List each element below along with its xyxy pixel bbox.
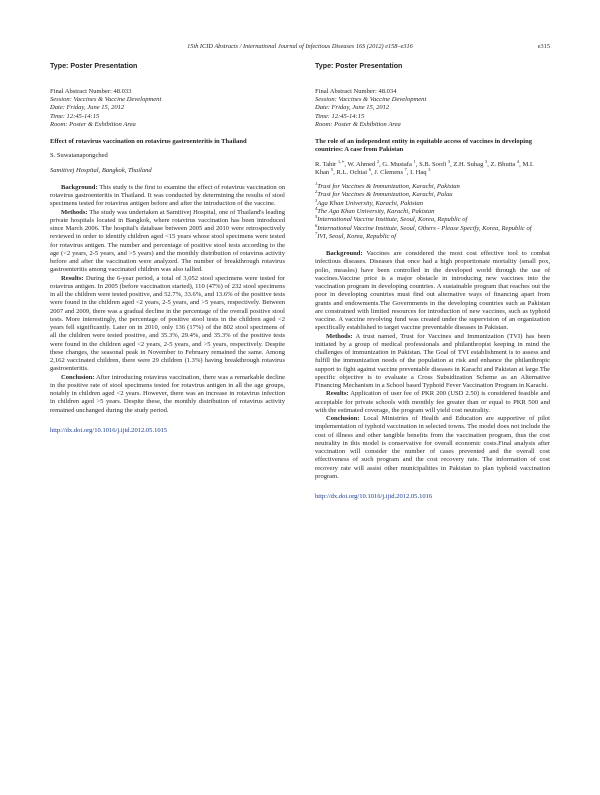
author-affiliation-marker: 2 — [376, 158, 380, 164]
section-head: Results: — [326, 390, 349, 398]
author-affiliation-marker: 3 — [485, 158, 488, 164]
author-affiliation-marker: 1 — [413, 158, 416, 164]
section-text: Local Ministries of Health and Education are supportive of pilot implementation of typhoid vaccination in selected towns. The model does not include the cost of illness and other tangible benefits from the vaccination program, thus the cost neutrality in this model is conservative for overall economic costs.Final analysis after vaccination will consider the number of cases prevented and the overall cost effectiveness of such program and the cost recovery rate. The information of cost recovery rate will assist other municipalities in Pakistan to plan typhoid vaccination program. — [315, 415, 550, 480]
date: Date: Friday, June 15, 2012 — [315, 104, 390, 112]
affiliation-text: Trust for Vaccines & Immunization, Karachi, Palau — [317, 191, 453, 199]
section-head: Background: — [326, 250, 363, 258]
author-name: G. Mustafa — [382, 160, 412, 168]
affiliation-text: Trust for Vaccines & Immunization, Karachi, Pakistan — [317, 183, 460, 191]
section-head: Background: — [61, 183, 98, 191]
conclusion-paragraph — [315, 415, 550, 481]
date: Date: Friday, June 15, 2012 — [50, 104, 125, 112]
room: Room: Poster & Exhibition Area — [50, 120, 136, 128]
author-name: Z.H. Suhag — [453, 160, 484, 168]
affiliations — [315, 180, 550, 241]
author-affiliation-marker: 4 — [516, 158, 520, 164]
methods-paragraph — [315, 333, 550, 391]
abstract-48034 — [315, 62, 550, 501]
author-name: Z. Bhutta — [490, 160, 516, 168]
conclusion-paragraph — [50, 374, 285, 415]
methods-paragraph — [50, 209, 285, 275]
affiliation: Samitivej Hospital, Bangkok, Thailand — [50, 166, 152, 174]
affiliation-text: IVI, Seoul, Korea, Republic of — [317, 232, 397, 240]
doi-link[interactable]: http://dx.doi.org/10.1016/j.ijid.2012.05.1015 — [50, 426, 168, 434]
affiliation-text: International Vaccine Institute, Seoul, Korea, Republic of — [317, 216, 468, 224]
running-header — [50, 43, 550, 55]
authors: S. Suwatanapongched — [50, 152, 108, 160]
section-head: Methods: — [61, 208, 88, 216]
affiliation-marker: 2 — [315, 189, 318, 195]
affiliation-marker: 7 — [315, 230, 318, 236]
section-text: A trust named, Trust for Vaccines and Immunization (TVI) has been initiated by a group of medical professionals and philanthropist keeping in mind the challenges of immunization in Pakistan. The Goal of TVI establishment is to assess and fulfill the immunization needs of the population at risk and enhance the philanthropic support to fight against vaccine preventable diseases in Karachi and Pakistan at large.The specific objective is to evaluate a Cross Subsidization Scheme as an Alternative Financing Mechanism in a School based Typhoid Fever Vaccination Program in Karachi. — [315, 332, 550, 390]
author-affiliation-marker: 5 — [330, 166, 334, 172]
section-text: After introducing rotavirus vaccination, there was a remarkable decline in the positive rate of stool specimens tested for rotavirus antigen in all the age groups, notably in children aged <2 years. However, there was an increase in rotavirus infection in children aged >5 years. Despite these, the monthly distribution of rotavirus activity remained unchanged during the study period. — [50, 373, 285, 414]
abstract-meta — [50, 88, 285, 129]
page-number: e315 — [537, 43, 550, 50]
affiliation-line — [315, 197, 550, 208]
affiliation-line — [315, 191, 550, 199]
section-text: This study is the first to examine the effect of rotavirus vaccination on rotavirus gastroenteritis in Thailand. It was conducted by determining the results of stool specimens tested for rotavirus antigen before and after the introduction of the vaccine. — [50, 183, 285, 208]
section-text: Application of user fee of PKR 200 (USD 2.50) is considered feasible and acceptable for private schools with monthly fee greater than or equal to PKR 500 and with the estimated coverage, the program will yield cost neutrality. — [315, 390, 550, 414]
results-paragraph — [50, 275, 285, 374]
time: Time: 12:45-14:15 — [50, 112, 100, 120]
session: Session: Vaccines & Vaccine Development — [50, 96, 162, 104]
affiliation-marker: 6 — [315, 222, 318, 228]
author-name: R. Tahir — [315, 160, 337, 168]
affiliation-text: International Vaccine Institute, Seoul, Others - Please Specify, Korea, Republic of — [317, 224, 532, 232]
author-name: M.I. Khan — [315, 160, 534, 176]
background-paragraph — [50, 184, 285, 209]
author-name: W. Ahmed — [347, 160, 376, 168]
abstract-body — [315, 250, 550, 481]
author-affiliation-marker: 6 — [368, 166, 371, 172]
abstract-number: Final Abstract Number: 48.033 — [50, 88, 132, 95]
author-affiliation-marker: 7 — [404, 166, 407, 172]
abstract-48033 — [50, 62, 285, 435]
affiliation-line — [315, 230, 550, 241]
section-head: Conclusion: — [326, 415, 360, 423]
doi-link[interactable]: http://dx.doi.org/10.1016/j.ijid.2012.05.1016 — [315, 493, 433, 501]
type-label: Type: Poster Presentation — [50, 62, 138, 70]
affiliation-marker: 4 — [315, 205, 318, 211]
affiliation-line — [315, 216, 550, 224]
author-name: S.B. Soofi — [419, 160, 447, 168]
section-text: Vaccines are considered the most cost effective tool to combat infectious diseases. Diseases that once had a high proportionate mortality (small pox, polio, measles) have been controlled in the developed world through the use of vaccines.Vaccine price is a major obstacle in introducing new vaccines into the vaccination program in developing countries. A sustainable program that reaches out the poor in developing countries must find out alternative ways of financing apart from grants and endowments.The Governments in the developing countries such as Pakistan are constrained with limited resources for introduction of new vaccines, such as typhoid vaccine. A vaccine revolving fund was created under the supervision of an organization specifically established to target vaccine preventable diseases in Pakistan. — [315, 250, 550, 332]
section-head: Conclusion: — [61, 373, 95, 381]
journal-citation: 15th ICID Abstracts / International Journal of Infectious Diseases 16S (2012) e158–e316 — [187, 43, 413, 50]
author-name: R.L. Ochiai — [336, 168, 368, 176]
room: Room: Poster & Exhibition Area — [315, 120, 401, 128]
section-text: The study was undertaken at Samitivej Hospital, one of Thailand's leading private hospitals located in Bangkok, where rotavirus vaccination has been introduced since March 2006. The hospital's database between 2005 and 2010 were retrospectively reviewed in order to identify children aged <15 years whose stool specimens were tested for rotavirus antigen. The number and percentage of positive stool tests according to the age (<2 years, 2-5 years, and >5 years) and the monthly distribution of rotavirus activity before and after the vaccination were analyzed. The number of breakthrough rotavirus gastroenteritis among vaccinated children was also tallied. — [50, 208, 285, 274]
section-head: Methods: — [326, 332, 353, 340]
affiliation-text: Aga Khan University, Karachi, Pakistan — [317, 199, 424, 207]
abstract-title: The role of an independent entity in equitable access of vaccines in developing countries: A case from Pakistan — [315, 138, 533, 154]
author-affiliation-marker: 3 — [447, 158, 451, 164]
author-name: I. Haq — [410, 168, 427, 176]
author-name: J. Clemens — [374, 168, 403, 176]
affiliation-line — [315, 222, 550, 233]
author-affiliation-marker: 3 — [428, 166, 431, 172]
section-head: Results: — [61, 274, 84, 282]
abstract-title: Effect of rotavirus vaccination on rotavirus gastroenteritis in Thailand — [50, 138, 247, 146]
abstract-body — [50, 184, 285, 415]
time: Time: 12:45-14:15 — [315, 112, 365, 120]
results-paragraph — [315, 390, 550, 415]
author-affiliation-marker: 1,∗ — [337, 158, 345, 164]
abstract-meta — [315, 88, 550, 129]
background-paragraph — [315, 250, 550, 333]
authors: R. Tahir $^{1,∗}$, W. Ahmed $^2$, G. Mustafa $^1$, S.B. Soofi $^3$, Z.H. Suhag $^3$, Z. Bhutta $^4$, M.I. Khan $^5$, R.L. Ochiai $^6$, J. Clemens $^7$, I. Haq $^3$ — [315, 158, 534, 176]
affiliation-marker: 1 — [315, 180, 318, 186]
affiliation-marker: 5 — [315, 214, 318, 220]
affiliation-marker: 3 — [315, 197, 318, 203]
session: Session: Vaccines & Vaccine Development — [315, 96, 427, 104]
section-text: During the 6-year period, a total of 3,052 stool specimens were tested for rotavirus antigen. In 2005 (before vaccination started), 110 (47%) of 232 stool specimens in all the children were tested positive, and 52.7%, 33.6%, and 13.6% of the positive tests were found in the children aged <2 years, 2-5 years, and >5 years, respectively. Between 2007 and 2009, there was a gradual decline in the percentage of the overall positive stool tests. More interestingly, the percentage of positive stool tests in the children aged <2 years fell significantly. Later on in 2010, only 136 (17%) of the 802 stool specimens of all the children were tested positive, and 35.3%, 29.4%, and 35.3% of the positive tests were found in the children aged <2 years, 2-5 years, and >5 years, respectively. Despite these changes, the seasonal peak in November to February remained the same. Among 2,162 vaccinated children, there were 29 children (1.3%) having breakthrough rotavirus gastroenteritis. — [50, 274, 285, 373]
type-label: Type: Poster Presentation — [315, 62, 403, 70]
abstract-number: Final Abstract Number: 48.034 — [315, 88, 397, 95]
affiliation-text: The Aga Khan University, Karachi, Pakistan — [317, 208, 435, 215]
